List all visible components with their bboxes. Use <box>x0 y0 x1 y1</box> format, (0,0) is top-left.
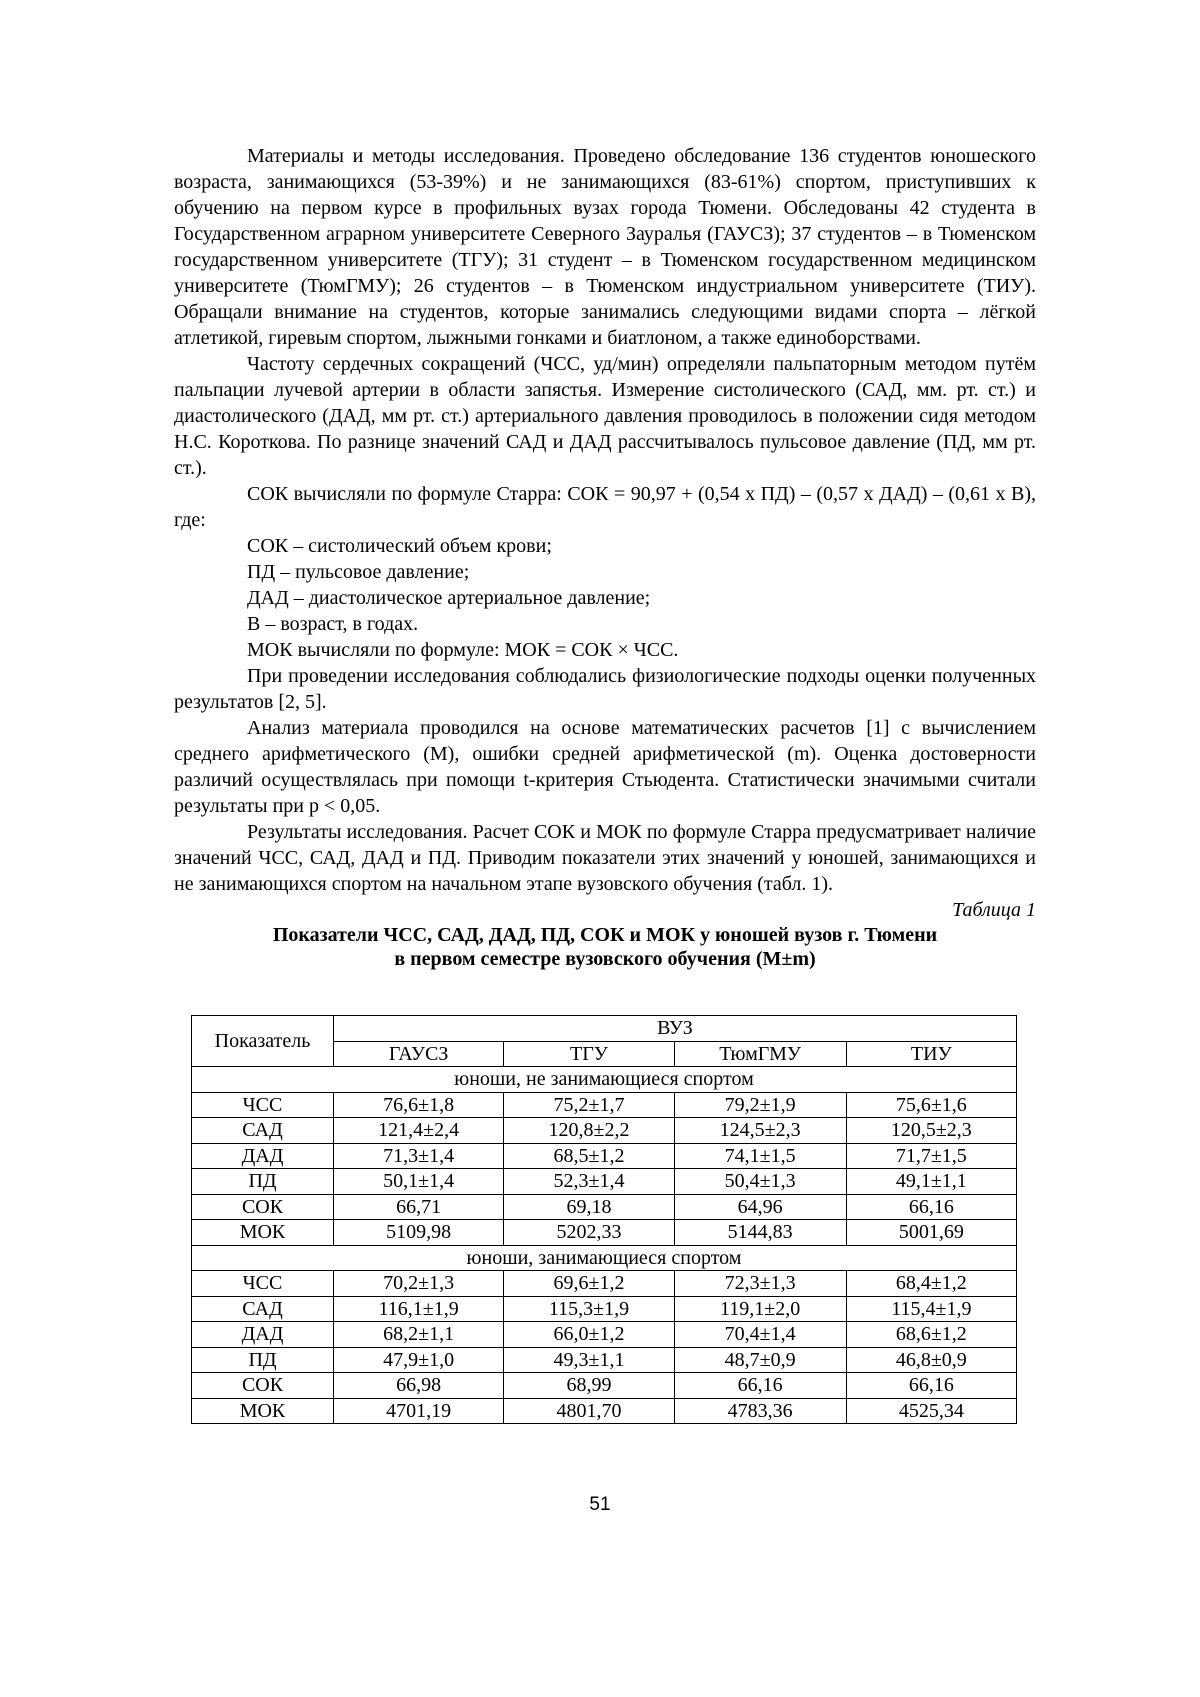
definition-sok: СОК – систолический объем крови; <box>247 535 552 557</box>
table-cell: 74,1±1,5 <box>674 1143 846 1169</box>
paragraph-materials-methods: Материалы и методы исследования. Проведено обследование 136 студентов юношеского возраста, занимающихся (53-39%) и не занимающихся (83-61%) спортом, приступивших к обучению на первом курсе в профильных вузах города Тюмени. Обследованы 42 студента в Государственном аграрном университете Северного Зауралья (ГАУСЗ); 37 студентов – в Тюменском государственном университете (ТГУ); 31 студент – в Тюменском государственном медицинском университете (ТюмГМУ); 26 студентов – в Тюменском индустриальном университете (ТИУ). Обращали внимание на студентов, которые занимались следующими видами спорта – лёгкой атлетикой, гиревым спортом, лыжными гонками и биатлоном, а также единоборствами. <box>174 145 1036 349</box>
table-cell: 75,6±1,6 <box>846 1092 1016 1118</box>
table-cell: 4783,36 <box>674 1398 846 1424</box>
row-indicator: ДАД <box>192 1143 334 1169</box>
table-cell: 5109,98 <box>334 1220 504 1246</box>
row-indicator: СОК <box>192 1194 334 1220</box>
definition-pd: ПД – пульсовое давление; <box>247 561 470 583</box>
table-cell: 120,8±2,2 <box>504 1118 674 1144</box>
table-cell: 68,5±1,2 <box>504 1143 674 1169</box>
table-cell: 120,5±2,3 <box>846 1118 1016 1144</box>
table-row <box>192 1092 1017 1118</box>
header-university: ВУЗ <box>334 1016 1017 1042</box>
table-row <box>192 1118 1017 1144</box>
table-row <box>192 1347 1017 1373</box>
definition-age: В – возраст, в годах. <box>247 613 419 635</box>
header-indicator: Показатель <box>192 1016 334 1067</box>
table-cell: 66,71 <box>334 1194 504 1220</box>
table-cell: 70,4±1,4 <box>674 1322 846 1348</box>
body-text <box>174 143 1036 971</box>
header-col-tgu: ТГУ <box>504 1041 674 1067</box>
paragraph-starr-formula: СОК вычисляли по формуле Старра: СОК = 90,97 + (0,54 х ПД) – (0,57 х ДАД) – (0,61 х В), где: <box>174 483 1036 531</box>
table-cell: 64,96 <box>674 1194 846 1220</box>
table-row <box>192 1143 1017 1169</box>
table-cell: 66,16 <box>674 1373 846 1399</box>
table-cell: 66,98 <box>334 1373 504 1399</box>
row-indicator: МОК <box>192 1220 334 1246</box>
table-row <box>192 1194 1017 1220</box>
table-row <box>192 1271 1017 1297</box>
table-row <box>192 1296 1017 1322</box>
table-row <box>192 1398 1017 1424</box>
section-label: юноши, не занимающиеся спортом <box>192 1067 1017 1093</box>
table-cell: 50,4±1,3 <box>674 1169 846 1195</box>
table-body <box>192 1067 1017 1424</box>
row-indicator: САД <box>192 1296 334 1322</box>
paragraph-heart-rate: Частоту сердечных сокращений (ЧСС, уд/мин) определяли пальпаторным методом путём пальпации лучевой артерии в области запястья. Измерение систолического (САД, мм. рт. ст.) и диастолического (ДАД, мм рт. ст.) артериального давления проводилось в положении сидя методом Н.С. Короткова. По разнице значений САД и ДАД рассчитывалось пульсовое давление (ПД, мм рт. ст.). <box>174 353 1036 479</box>
table-cell: 76,6±1,8 <box>334 1092 504 1118</box>
row-indicator: САД <box>192 1118 334 1144</box>
table-cell: 49,1±1,1 <box>846 1169 1016 1195</box>
table-cell: 68,99 <box>504 1373 674 1399</box>
header-col-gausz: ГАУСЗ <box>334 1041 504 1067</box>
section-row <box>192 1067 1017 1093</box>
table-cell: 52,3±1,4 <box>504 1169 674 1195</box>
table-cell: 5001,69 <box>846 1220 1016 1246</box>
row-indicator: ПД <box>192 1347 334 1373</box>
table-cell: 69,18 <box>504 1194 674 1220</box>
row-indicator: МОК <box>192 1398 334 1424</box>
table-cell: 79,2±1,9 <box>674 1092 846 1118</box>
table-cell: 119,1±2,0 <box>674 1296 846 1322</box>
table-cell: 71,7±1,5 <box>846 1143 1016 1169</box>
paragraph-results: Результаты исследования. Расчет СОК и МОК по формуле Старра предусматривает наличие значений ЧСС, САД, ДАД и ПД. Приводим показатели этих значений у юношей, занимающихся и не занимающихся спортом на начальном этапе вузовского обучения (табл. 1). <box>174 821 1036 895</box>
table-cell: 5144,83 <box>674 1220 846 1246</box>
table-cell: 66,0±1,2 <box>504 1322 674 1348</box>
table-title-line2: в первом семестре вузовского обучения (M±m) <box>394 948 816 970</box>
table-cell: 115,4±1,9 <box>846 1296 1016 1322</box>
table-cell: 50,1±1,4 <box>334 1169 504 1195</box>
table-cell: 5202,33 <box>504 1220 674 1246</box>
page-number: 51 <box>589 1494 611 1515</box>
table-caption: Таблица 1 <box>952 899 1036 921</box>
table-cell: 115,3±1,9 <box>504 1296 674 1322</box>
paragraph-physiological-approach: При проведении исследования соблюдались физиологические подходы оценки полученных результатов [2, 5]. <box>174 665 1036 713</box>
table-cell: 69,6±1,2 <box>504 1271 674 1297</box>
table-row <box>192 1322 1017 1348</box>
section-row <box>192 1245 1017 1271</box>
table-cell: 68,6±1,2 <box>846 1322 1016 1348</box>
table-cell: 48,7±0,9 <box>674 1347 846 1373</box>
table-row <box>192 1220 1017 1246</box>
table-cell: 121,4±2,4 <box>334 1118 504 1144</box>
table-cell: 4801,70 <box>504 1398 674 1424</box>
table-title-line1: Показатели ЧСС, САД, ДАД, ПД, СОК и МОК у юношей вузов г. Тюмени <box>272 924 938 946</box>
table-cell: 47,9±1,0 <box>334 1347 504 1373</box>
table-cell: 46,8±0,9 <box>846 1347 1016 1373</box>
table-cell: 68,4±1,2 <box>846 1271 1016 1297</box>
table-cell: 66,16 <box>846 1194 1016 1220</box>
table-cell: 71,3±1,4 <box>334 1143 504 1169</box>
table-cell: 72,3±1,3 <box>674 1271 846 1297</box>
header-col-tiu: ТИУ <box>846 1041 1016 1067</box>
row-indicator: СОК <box>192 1373 334 1399</box>
table-cell: 4701,19 <box>334 1398 504 1424</box>
table-cell: 124,5±2,3 <box>674 1118 846 1144</box>
row-indicator: ЧСС <box>192 1271 334 1297</box>
paragraph-mok-formula: МОК вычисляли по формуле: МОК = СОК × ЧСС. <box>247 639 679 661</box>
definition-dad: ДАД – диастолическое артериальное давление; <box>247 587 651 609</box>
table-row <box>192 1169 1017 1195</box>
paragraph-statistics: Анализ материала проводился на основе математических расчетов [1] с вычислением среднего арифметического (М), ошибки средней арифметической (m). Оценка достоверности различий осуществлялась при помощи t-критерия Стьюдента. Статистически значимыми считали результаты при p < 0,05. <box>174 717 1036 817</box>
table-cell: 75,2±1,7 <box>504 1092 674 1118</box>
section-label: юноши, занимающиеся спортом <box>192 1245 1017 1271</box>
row-indicator: ПД <box>192 1169 334 1195</box>
table-cell: 116,1±1,9 <box>334 1296 504 1322</box>
table-row <box>192 1373 1017 1399</box>
data-table <box>191 1015 1017 1424</box>
table-cell: 66,16 <box>846 1373 1016 1399</box>
row-indicator: ЧСС <box>192 1092 334 1118</box>
table-cell: 68,2±1,1 <box>334 1322 504 1348</box>
row-indicator: ДАД <box>192 1322 334 1348</box>
header-col-tyumgmu: ТюмГМУ <box>674 1041 846 1067</box>
table-cell: 70,2±1,3 <box>334 1271 504 1297</box>
table-cell: 4525,34 <box>846 1398 1016 1424</box>
table-cell: 49,3±1,1 <box>504 1347 674 1373</box>
